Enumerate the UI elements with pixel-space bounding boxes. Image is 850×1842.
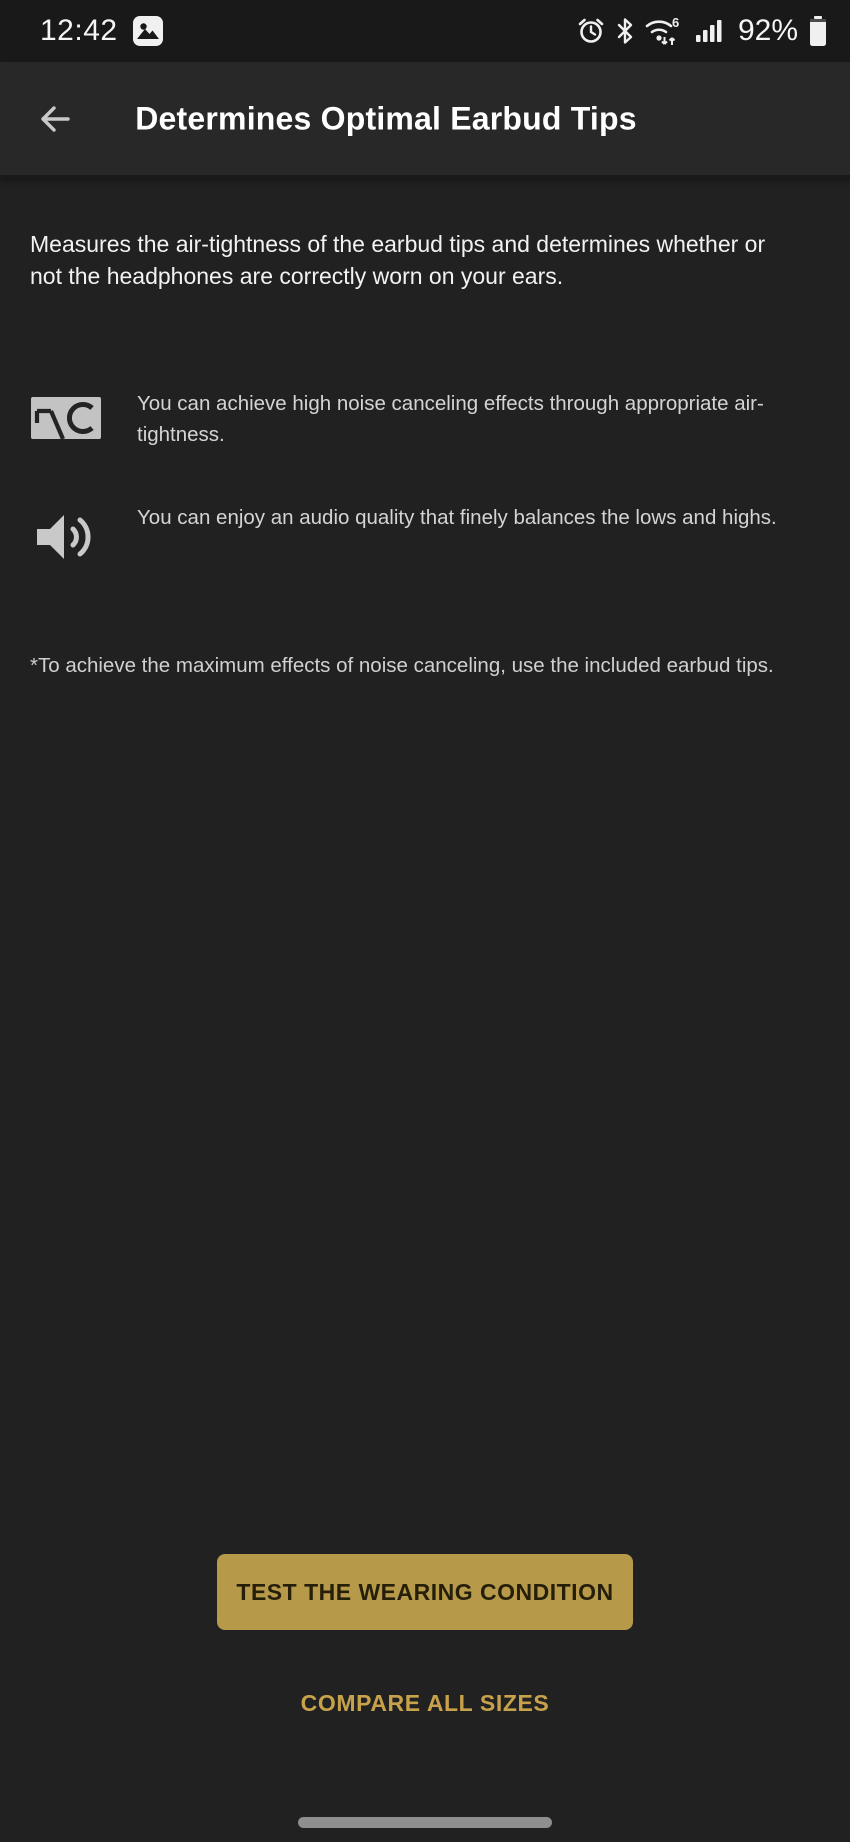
status-bar bbox=[0, 0, 850, 62]
battery-percent: 92% bbox=[737, 14, 798, 47]
status-bar-right bbox=[576, 14, 828, 48]
feature-text: You can achieve high noise canceling effects through appropriate air-tightness. bbox=[137, 392, 764, 446]
main-content bbox=[0, 178, 850, 681]
feature-audio-quality bbox=[30, 502, 823, 566]
battery-icon bbox=[808, 14, 828, 48]
signal-icon bbox=[694, 16, 726, 46]
feature-noise-canceling bbox=[30, 388, 823, 450]
test-wearing-condition-button[interactable]: TEST THE WEARING CONDITION bbox=[217, 1554, 633, 1630]
speaker-icon bbox=[30, 508, 102, 566]
app-header bbox=[0, 62, 850, 178]
bluetooth-icon bbox=[616, 16, 634, 46]
status-bar-left bbox=[40, 14, 164, 48]
alarm-icon bbox=[576, 16, 606, 46]
description-text: Measures the air-tightness of the earbud tips and determines whether or not the headphones are correctly worn on your ears. bbox=[30, 231, 766, 289]
wifi6-icon bbox=[644, 15, 684, 47]
status-time: 12:42 bbox=[40, 14, 118, 47]
arrow-left-icon bbox=[35, 99, 75, 142]
page-title: Determines Optimal Earbud Tips bbox=[135, 100, 637, 136]
footnote-text: *To achieve the maximum effects of noise canceling, use the included earbud tips. bbox=[30, 654, 774, 677]
svg-text:6: 6 bbox=[671, 15, 680, 30]
compare-all-sizes-link[interactable]: COMPARE ALL SIZES bbox=[0, 1690, 850, 1717]
noise-canceling-icon bbox=[30, 394, 102, 442]
feature-text: You can enjoy an audio quality that finely balances the lows and highs. bbox=[137, 506, 777, 529]
home-indicator[interactable] bbox=[298, 1817, 552, 1828]
gallery-icon bbox=[132, 15, 164, 47]
back-button[interactable] bbox=[26, 91, 84, 149]
